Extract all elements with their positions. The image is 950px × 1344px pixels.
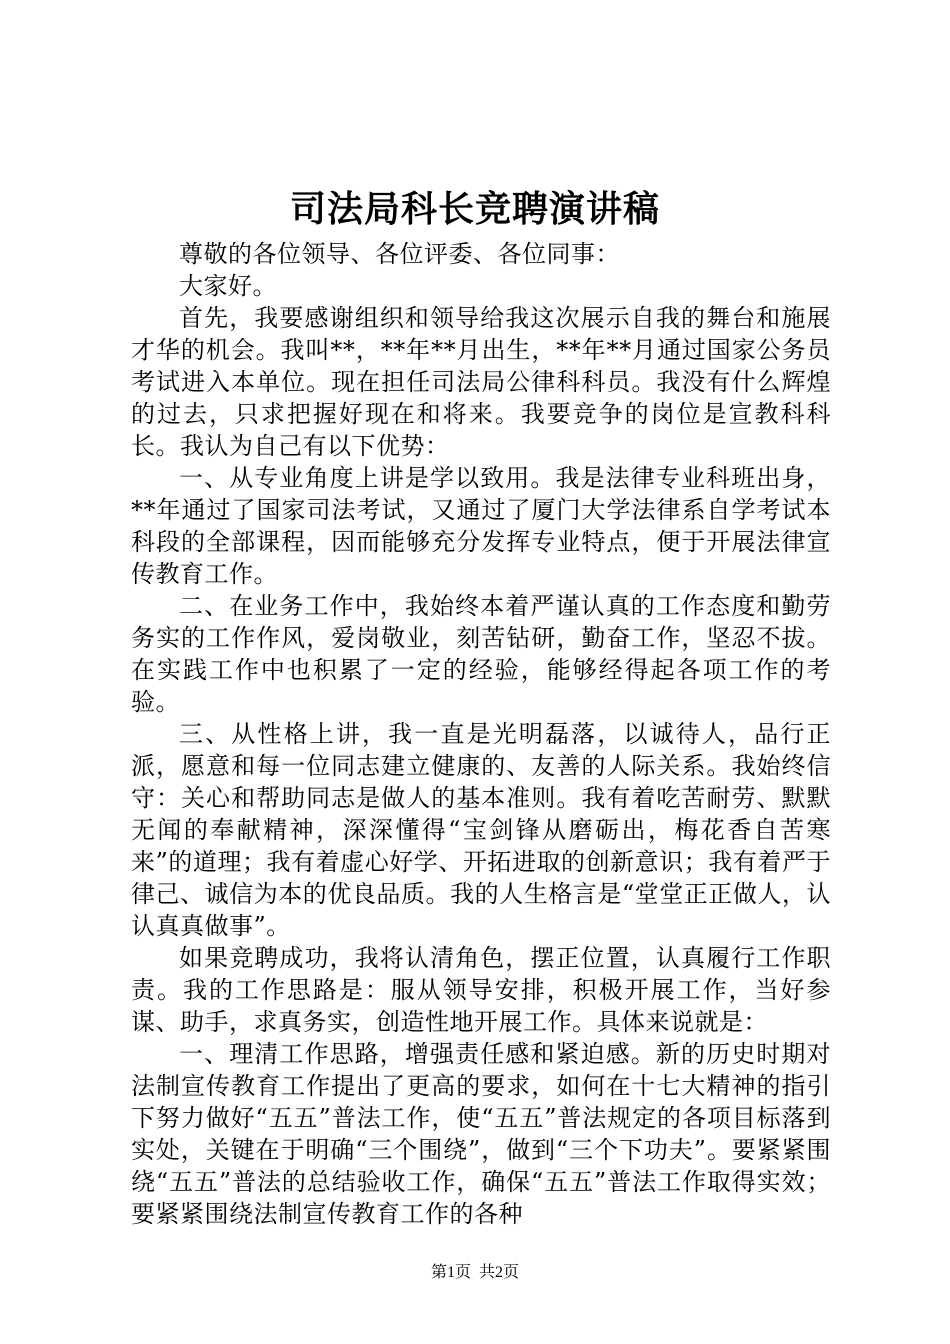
paragraph-plan-point-one: 一、理清工作思路，增强责任感和紧迫感。新的历史时期对法制宣传教育工作提出了更高的要求，如何在十七大精神的指引下努力做好“五五”普法工作，使“五五”普法规定的各项目标落到实处，关键在于明确“三个围绕”，做到“三个下功夫”。要紧紧围绕“五五”普法的总结验收工作，确保“五五”普法工作取得实效；要紧紧围绕法制宣传教育工作的各种: [131, 1040, 831, 1228]
page-footer: [0, 1262, 950, 1284]
document-title: 司法局科长竞聘演讲稿: [289, 188, 660, 230]
paragraph-greeting: 大家好。: [179, 272, 277, 300]
paragraph-advantage-three: 三、从性格上讲，我一直是光明磊落，以诚待人，品行正派，愿意和每一位同志建立健康的、友善的人际关系。我始终信守：关心和帮助同志是做人的基本准则。我有着吃苦耐劳、默默无闻的奉献精神，深深懂得“宝剑锋从磨砺出，梅花香自苦寒来”的道理；我有着虚心好学、开拓进取的创新意识；我有着严于律己、诚信为本的优良品质。我的人生格言是“堂堂正正做人，认认真真做事”。: [131, 720, 831, 940]
page-number-current: 第1页: [430, 1264, 471, 1281]
paragraph-salutation: 尊敬的各位领导、各位评委、各位同事：: [179, 240, 620, 268]
paragraph-advantage-one: 一、从专业角度上讲是学以致用。我是法律专业科班出身，**年通过了国家司法考试，又通过了厦门大学法律系自学考试本科段的全部课程，因而能够充分发挥专业特点，便于开展法律宣传教育工作。: [131, 464, 831, 588]
page-number-total: 共2页: [479, 1264, 520, 1281]
document-body: [131, 238, 831, 1230]
paragraph-work-plan: 如果竞聘成功，我将认清角色，摆正位置，认真履行工作职责。我的工作思路是：服从领导安排，积极开展工作，当好参谋、助手，求真务实，创造性地开展工作。具体来说就是：: [131, 944, 831, 1036]
paragraph-advantage-two: 二、在业务工作中，我始终本着严谨认真的工作态度和勤劳务实的工作作风，爱岗敬业，刻苦钻研，勤奋工作，坚忍不拔。在实践工作中也积累了一定的经验，能够经得起各项工作的考验。: [131, 592, 831, 716]
paragraph-introduction: 首先，我要感谢组织和领导给我这次展示自我的舞台和施展才华的机会。我叫**，**年**月出生，**年**月通过国家公务员考试进入本单位。现在担任司法局公律科科员。我没有什么辉煌的过去，只求把握好现在和将来。我要竞争的岗位是宣教科科长。我认为自己有以下优势：: [131, 304, 831, 460]
